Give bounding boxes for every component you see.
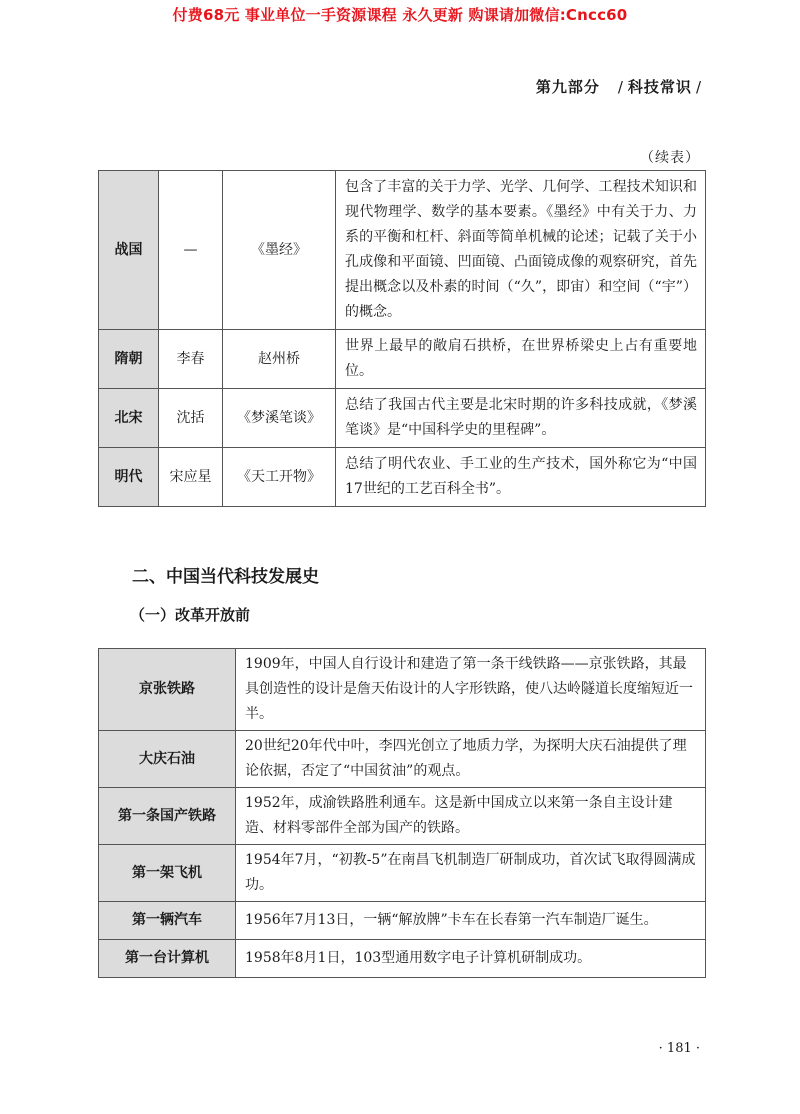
era-cell: 隋朝	[99, 330, 159, 389]
person-cell: 宋应星	[159, 448, 223, 507]
description-cell: 1956年7月13日，一辆“解放牌”卡车在长春第一汽车制造厂诞生。	[236, 902, 706, 940]
description-cell: 总结了我国古代主要是北宋时期的许多科技成就，《梦溪笔谈》是“中国科学史的里程碑”。	[336, 389, 706, 448]
table-row	[99, 731, 706, 788]
page-number: · 181 ·	[658, 1041, 700, 1056]
event-cell: 第一条国产铁路	[99, 788, 236, 845]
header-section: 科技常识	[627, 78, 692, 96]
description-cell: 1954年7月，“初教-5”在南昌飞机制造厂研制成功，首次试飞取得圆满成功。	[236, 845, 706, 902]
header-part: 第九部分	[535, 78, 600, 96]
person-cell: 李春	[159, 330, 223, 389]
ancient-tech-table	[98, 170, 706, 507]
continued-label: （续表）	[640, 150, 700, 166]
era-cell: 战国	[99, 171, 159, 330]
description-cell: 包含了丰富的关于力学、光学、几何学、工程技术知识和现代物理学、数学的基本要素。《墨经》中有关于力、力系的平衡和杠杆、斜面等简单机械的论述；记载了关于小孔成像和平面镜、凹面镜、凸面镜成像的观察研究，首先提出概念以及朴素的时间（“久”，即宙）和空间（“宇”）的概念。	[336, 171, 706, 330]
subsection-title: （一）改革开放前	[130, 606, 251, 624]
table-row	[99, 845, 706, 902]
table-row	[99, 788, 706, 845]
table-row	[99, 389, 706, 448]
person-cell: —	[159, 171, 223, 330]
table-row	[99, 940, 706, 978]
work-cell: 《墨经》	[223, 171, 336, 330]
description-cell: 20世纪20年代中叶，李四光创立了地质力学，为探明大庆石油提供了理论依据，否定了“中国贫油”的观点。	[236, 731, 706, 788]
event-cell: 京张铁路	[99, 649, 236, 731]
description-cell: 总结了明代农业、手工业的生产技术，国外称它为“中国17世纪的工艺百科全书”。	[336, 448, 706, 507]
modern-tech-table	[98, 648, 706, 978]
table-row	[99, 171, 706, 330]
event-cell: 第一台计算机	[99, 940, 236, 978]
event-cell: 大庆石油	[99, 731, 236, 788]
person-cell: 沈括	[159, 389, 223, 448]
table-row	[99, 902, 706, 940]
watermark-banner: 付费68元 事业单位一手资源课程 永久更新 购课请加微信:Cncc60	[172, 6, 628, 24]
description-cell: 1958年8月1日，103型通用数字电子计算机研制成功。	[236, 940, 706, 978]
table-row	[99, 448, 706, 507]
era-cell: 明代	[99, 448, 159, 507]
era-cell: 北宋	[99, 389, 159, 448]
event-cell: 第一辆汽车	[99, 902, 236, 940]
work-cell: 《梦溪笔谈》	[223, 389, 336, 448]
section-title: 二、中国当代科技发展史	[132, 567, 319, 587]
table-row	[99, 649, 706, 731]
description-cell: 1952年，成渝铁路胜利通车。这是新中国成立以来第一条自主设计建造、材料零部件全部为国产的铁路。	[236, 788, 706, 845]
work-cell: 《天工开物》	[223, 448, 336, 507]
work-cell: 赵州桥	[223, 330, 336, 389]
description-cell: 1909年，中国人自行设计和建造了第一条干线铁路——京张铁路，其最具创造性的设计是詹天佑设计的人字形铁路，使八达岭隧道长度缩短近一半。	[236, 649, 706, 731]
description-cell: 世界上最早的敞肩石拱桥，在世界桥梁史上占有重要地位。	[336, 330, 706, 389]
table-row	[99, 330, 706, 389]
page-header: 第九部分 / 科技常识 /	[535, 78, 702, 96]
event-cell: 第一架飞机	[99, 845, 236, 902]
